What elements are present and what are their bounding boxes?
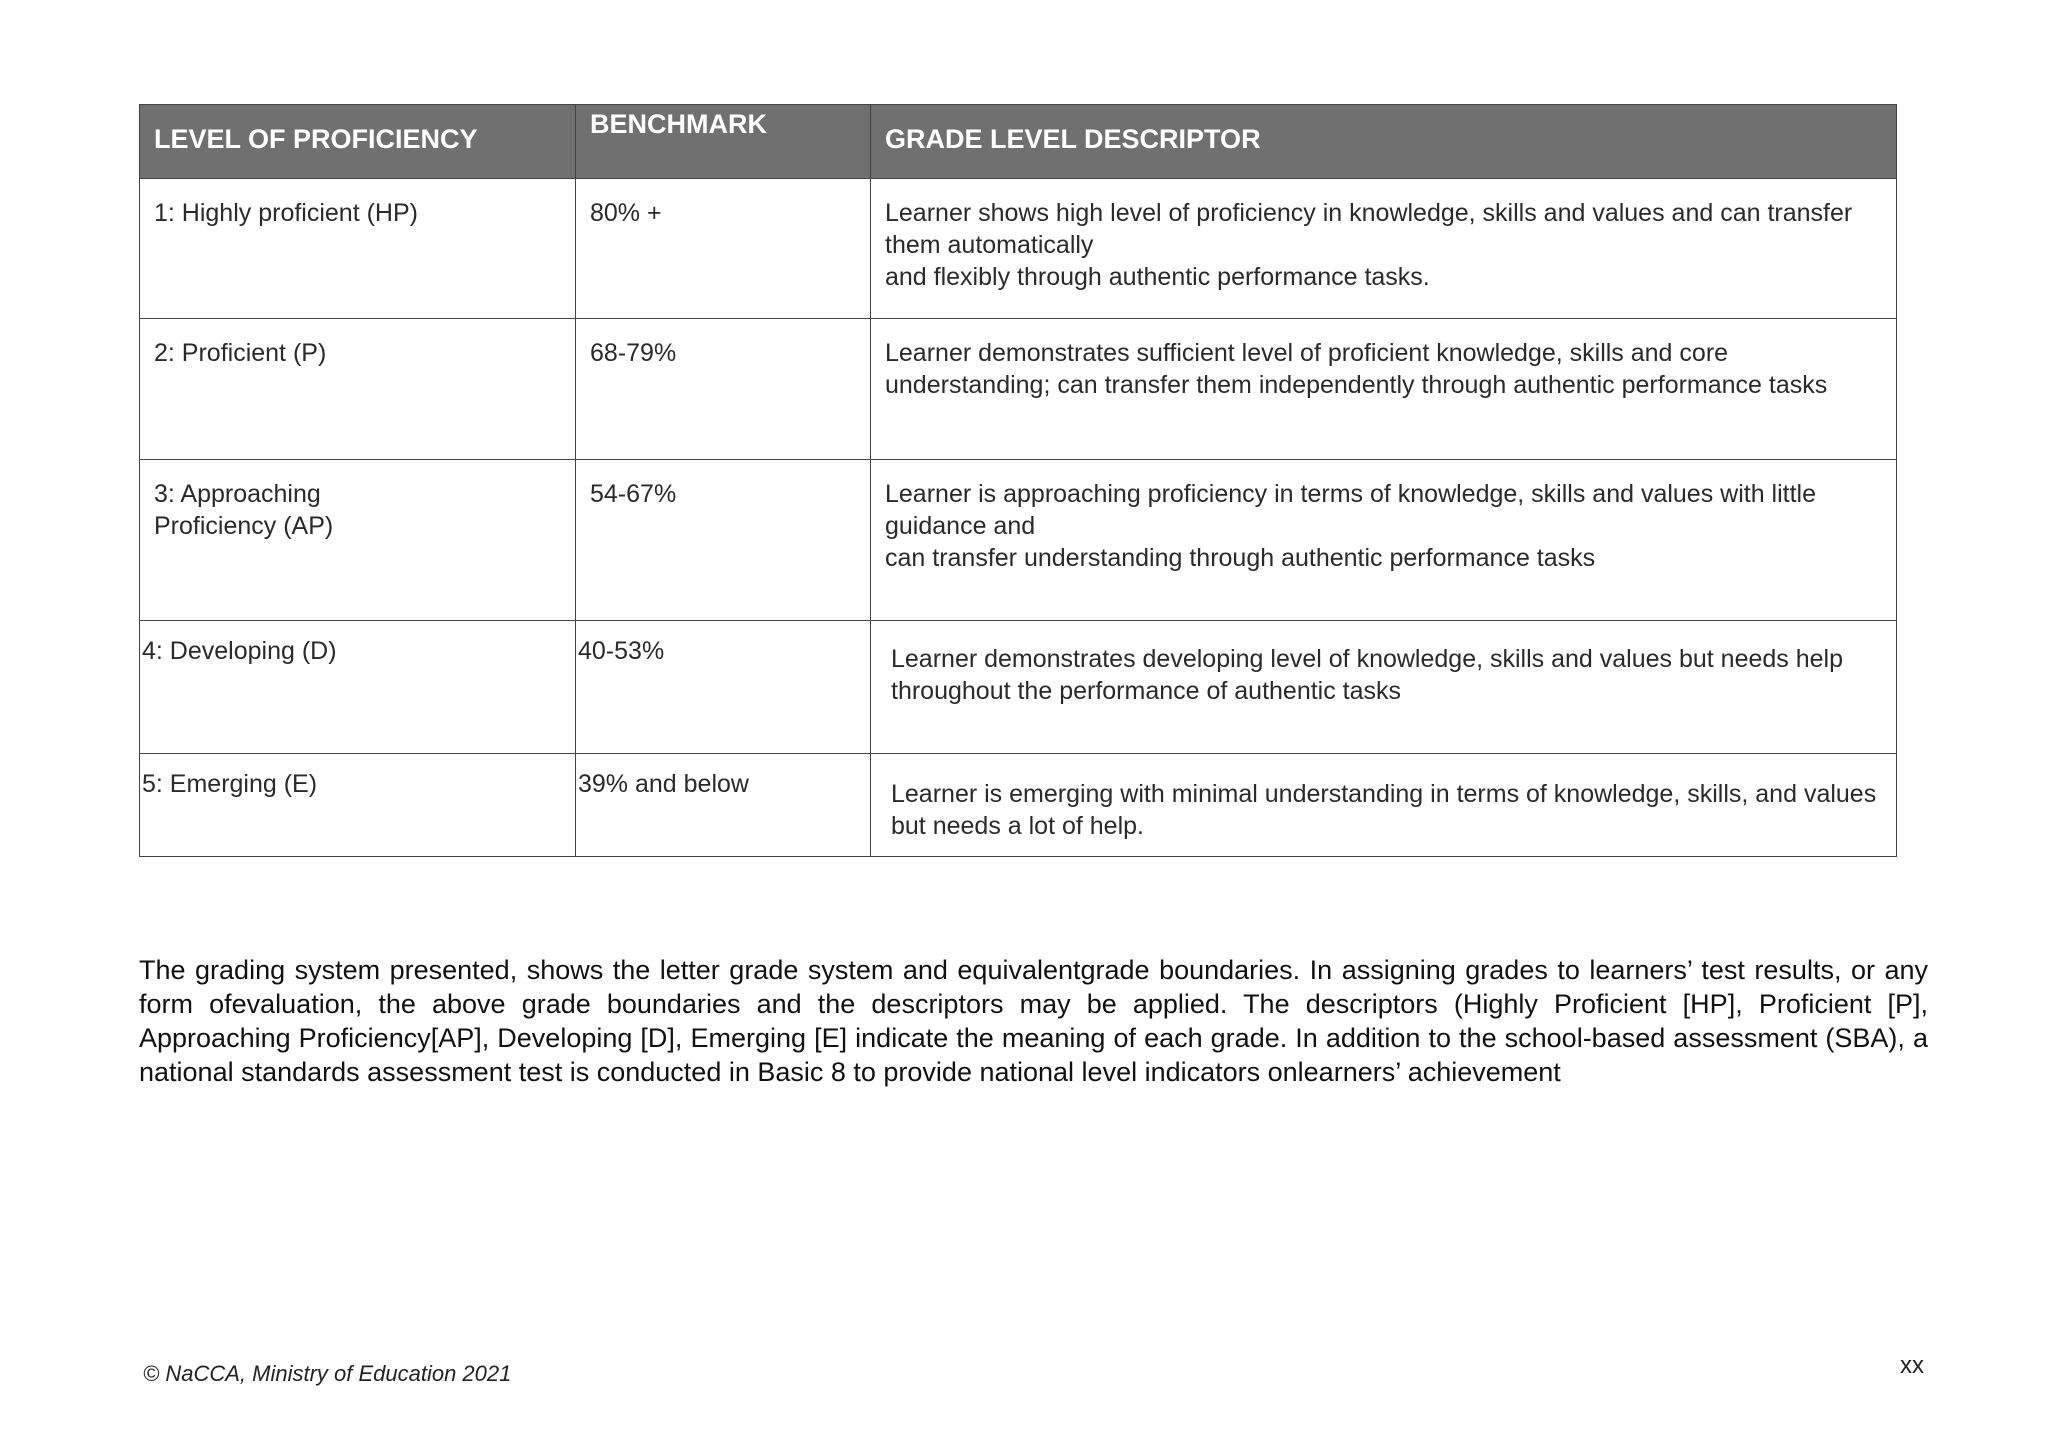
level-cell: 4: Developing (D) xyxy=(140,621,576,754)
descriptor-line: Learner is approaching proficiency in terms of knowledge, skills and values with little guidance and xyxy=(885,480,1817,540)
proficiency-table xyxy=(139,104,1897,857)
table-row xyxy=(140,179,1897,319)
descriptor-cell xyxy=(871,179,1897,319)
header-benchmark: BENCHMARK xyxy=(576,105,871,179)
benchmark-cell: 54-67% xyxy=(576,460,871,621)
level-cell: 1: Highly proficient (HP) xyxy=(140,179,576,319)
descriptor-line: and flexibly through authentic performance tasks. xyxy=(885,263,1430,291)
descriptor-line: Learner demonstrates developing level of knowledge, skills and values but needs help throughout the performance of authentic tasks xyxy=(891,645,1843,705)
descriptor-line: Learner is emerging with minimal understanding in terms of knowledge, skills, and values but needs a lot of help. xyxy=(891,780,1877,840)
table-row xyxy=(140,754,1897,857)
header-grade-level-descriptor: GRADE LEVEL DESCRIPTOR xyxy=(871,105,1897,179)
level-line: Proficiency (AP) xyxy=(154,512,334,540)
benchmark-cell: 39% and below xyxy=(576,754,871,857)
level-cell: 5: Emerging (E) xyxy=(140,754,576,857)
table-header-row xyxy=(140,105,1897,179)
table-row xyxy=(140,319,1897,460)
level-cell: 2: Proficient (P) xyxy=(140,319,576,460)
table-row xyxy=(140,460,1897,621)
benchmark-cell: 80% + xyxy=(576,179,871,319)
level-cell xyxy=(140,460,576,621)
descriptor-cell xyxy=(871,754,1897,857)
descriptor-line: can transfer understanding through authentic performance tasks xyxy=(885,544,1596,572)
page-number: xx xyxy=(1900,1352,1924,1379)
benchmark-cell: 68-79% xyxy=(576,319,871,460)
descriptor-cell xyxy=(871,621,1897,754)
descriptor-cell xyxy=(871,319,1897,460)
descriptor-cell xyxy=(871,460,1897,621)
footer-copyright: © NaCCA, Ministry of Education 2021 xyxy=(143,1361,512,1386)
descriptor-line: Learner shows high level of proficiency in knowledge, skills and values and can transfer them automatically xyxy=(885,199,1853,259)
descriptor-line: Learner demonstrates sufficient level of proficient knowledge, skills and core understanding; can transfer them independently through authentic performance tasks xyxy=(885,339,1828,399)
table-row xyxy=(140,621,1897,754)
benchmark-cell: 40-53% xyxy=(576,621,871,754)
header-level-of-proficiency: LEVEL OF PROFICIENCY xyxy=(140,105,576,179)
level-line: 3: Approaching xyxy=(154,480,321,508)
grading-system-paragraph: The grading system presented, shows the letter grade system and equivalentgrade boundaries. In assigning grades to learners’ test results, or any form ofevaluation, the above grade boundaries and the descriptors may be applied. The descriptors (Highly Proficient [HP], Proficient [P], Approaching Proficiency[AP], Developing [D], Emerging [E] indicate the meaning of each grade. In addition to the school-based assessment (SBA), a national standards assessment test is conducted in Basic 8 to provide national level indicators onlearners’ achievement xyxy=(139,955,1928,1087)
